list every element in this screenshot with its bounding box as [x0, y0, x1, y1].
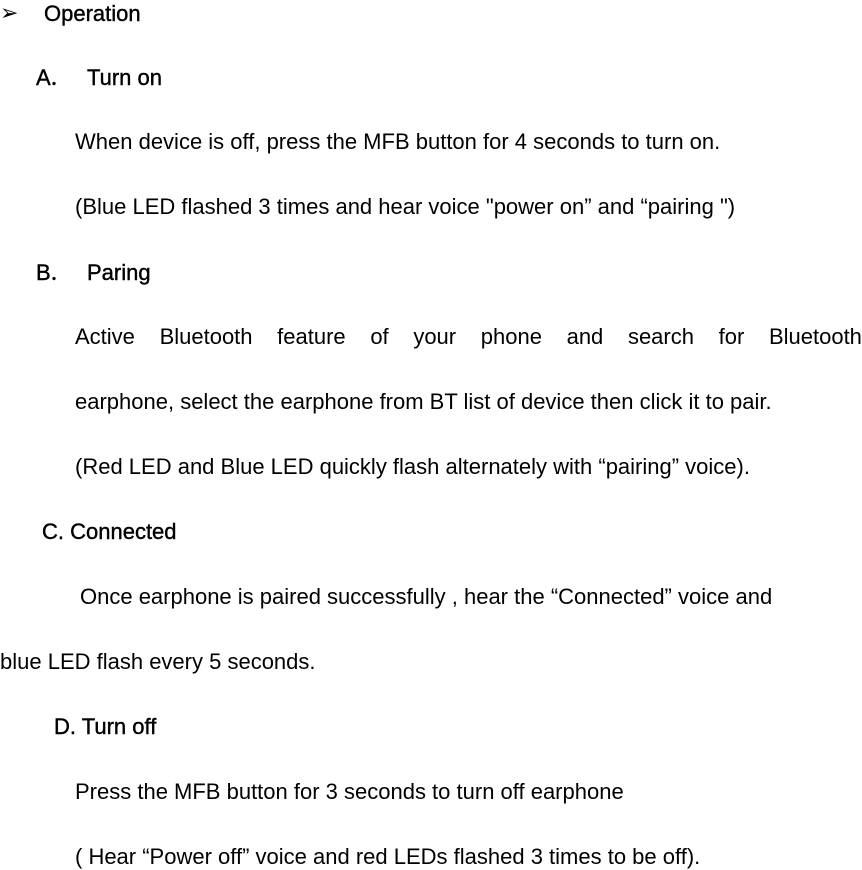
step-d-line-2: ( Hear “Power off” voice and red LEDs flashed 3 times to be off).: [75, 844, 701, 869]
justified-word: Active: [75, 324, 135, 349]
justified-word: of: [370, 324, 389, 349]
justified-word: Bluetooth: [768, 324, 862, 349]
step-c-title: C. Connected: [42, 519, 177, 544]
justified-word: for: [718, 324, 745, 349]
step-a-line-2: (Blue LED flashed 3 times and hear voice "power on” and “pairing "): [75, 194, 736, 219]
step-b-line-3: (Red LED and Blue LED quickly flash alternately with “pairing” voice).: [75, 454, 750, 479]
step-c-line-1: Once earphone is paired successfully , hear the “Connected” voice and: [80, 584, 773, 609]
step-d-line-1: Press the MFB button for 3 seconds to turn off earphone: [75, 779, 624, 804]
step-a-label: A．: [36, 65, 73, 90]
step-b-title: Paring: [87, 260, 151, 285]
step-b-label: B．: [36, 260, 73, 285]
section-title: Operation: [44, 1, 141, 26]
justified-word: Bluetooth: [159, 324, 253, 349]
justified-word: and: [566, 324, 604, 349]
step-d-title: D. Turn off: [54, 714, 157, 739]
step-a-line-1: When device is off, press the MFB button for 4 seconds to turn on.: [75, 129, 721, 154]
justified-word: feature: [277, 324, 346, 349]
step-b-line-2: earphone, select the earphone from BT list of device then click it to pair.: [75, 389, 772, 414]
step-c-line-2: blue LED flash every 5 seconds.: [0, 649, 316, 674]
step-a-title: Turn on: [87, 65, 163, 90]
arrow-bullet-icon: ➢: [0, 1, 19, 26]
step-b-line-1: [75, 326, 862, 348]
justified-word: search: [627, 324, 694, 349]
justified-word: your: [413, 324, 457, 349]
justified-word: phone: [480, 324, 542, 349]
